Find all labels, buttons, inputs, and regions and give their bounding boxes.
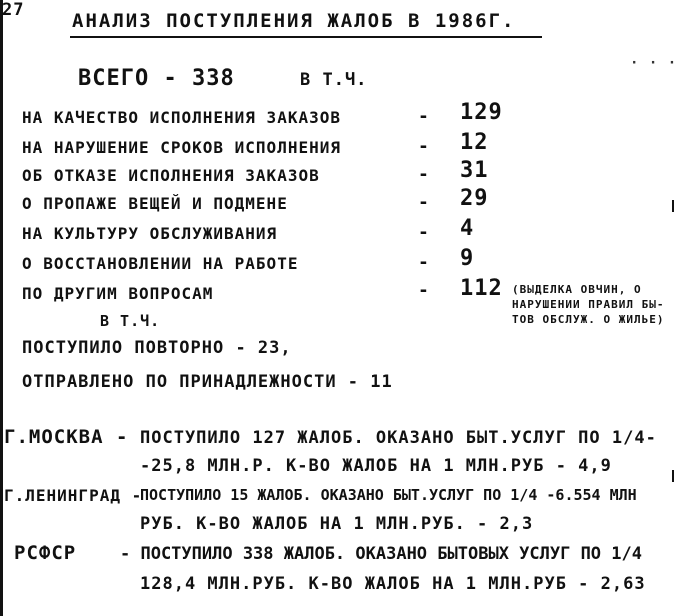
total-complaints: ВСЕГО - 338 — [78, 66, 235, 91]
document-title: АНАЛИЗ ПОСТУПЛЕНИЯ ЖАЛОБ В 1986Г. — [72, 10, 516, 32]
city-name-leningrad: Г.ЛЕНИНГРАД - — [4, 486, 143, 505]
category-value-deadline: 12 — [460, 130, 489, 155]
category-dash: - — [418, 252, 430, 273]
city-line-rsfsr-2: 128,4 МЛН.РУБ. К-ВО ЖАЛОБ НА 1 МЛН.РУБ - 2,63 — [140, 574, 646, 594]
city-line-moscow-2: -25,8 МЛН.Р. К-ВО ЖАЛОБ НА 1 МЛН.РУБ - 4,9 — [140, 456, 612, 476]
page-number: 27 — [2, 0, 25, 20]
city-line-moscow-1: ПОСТУПИЛО 127 ЖАЛОБ. ОКАЗАНО БЫТ.УСЛУГ ПО 1/4- — [140, 428, 657, 448]
margin-tick — [672, 470, 674, 482]
margin-tick — [672, 200, 674, 212]
category-label-refusal: ОБ ОТКАЗЕ ИСПОЛНЕНИЯ ЗАКАЗОВ — [22, 166, 320, 185]
city-line-leningrad-1: ПОСТУПИЛО 15 ЖАЛОБ. ОКАЗАНО БЫТ.УСЛУГ ПО 1/4 -6.554 МЛН — [140, 486, 637, 504]
category-label-reinstatement: О ВОССТАНОВЛЕНИИ НА РАБОТЕ — [22, 254, 299, 273]
category-value-refusal: 31 — [460, 158, 489, 183]
other-incl-label: В Т.Ч. — [100, 312, 161, 330]
repeat-complaints: ПОСТУПИЛО ПОВТОРНО - 23, — [22, 338, 292, 358]
category-dash: - — [418, 136, 430, 157]
category-dash: - — [418, 280, 430, 301]
page-edge — [0, 0, 3, 616]
category-value-reinstatement: 9 — [460, 246, 475, 271]
category-label-quality: НА КАЧЕСТВО ИСПОЛНЕНИЯ ЗАКАЗОВ — [22, 108, 341, 127]
category-dash: - — [418, 164, 430, 185]
city-name-moscow: Г.МОСКВА - — [4, 426, 129, 448]
region-name-rsfsr: РСФСР — [14, 542, 77, 564]
category-label-deadline: НА НАРУШЕНИЕ СРОКОВ ИСПОЛНЕНИЯ — [22, 138, 341, 157]
category-value-quality: 129 — [460, 100, 503, 125]
category-value-service-culture: 4 — [460, 216, 475, 241]
forwarded-complaints: ОТПРАВЛЕНО ПО ПРИНАДЛЕЖНОСТИ - 11 — [22, 372, 393, 392]
city-line-leningrad-2: РУБ. К-ВО ЖАЛОБ НА 1 МЛН.РУБ. - 2,3 — [140, 514, 534, 534]
category-label-service-culture: НА КУЛЬТУРУ ОБСЛУЖИВАНИЯ — [22, 224, 278, 243]
margin-dots: · · · — [630, 55, 678, 71]
category-label-other: ПО ДРУГИМ ВОПРОСАМ — [22, 284, 214, 303]
category-dash: - — [418, 222, 430, 243]
category-dash: - — [418, 192, 430, 213]
category-value-other: 112 — [460, 276, 503, 301]
category-value-loss: 29 — [460, 186, 489, 211]
city-line-rsfsr-1: - ПОСТУПИЛО 338 ЖАЛОБ. ОКАЗАНО БЫТОВЫХ УСЛУГ ПО 1/4 — [120, 544, 642, 564]
title-underline — [70, 36, 542, 38]
category-label-loss: О ПРОПАЖЕ ВЕЩЕЙ И ПОДМЕНЕ — [22, 194, 288, 213]
category-dash: - — [418, 106, 430, 127]
total-incl-label: В Т.Ч. — [300, 70, 368, 90]
other-category-note: (ВЫДЕЛКА ОВЧИН, О НАРУШЕНИИ ПРАВИЛ БЫ- ТОВ ОБСЛУЖ. О ЖИЛЬЕ) — [512, 283, 665, 326]
